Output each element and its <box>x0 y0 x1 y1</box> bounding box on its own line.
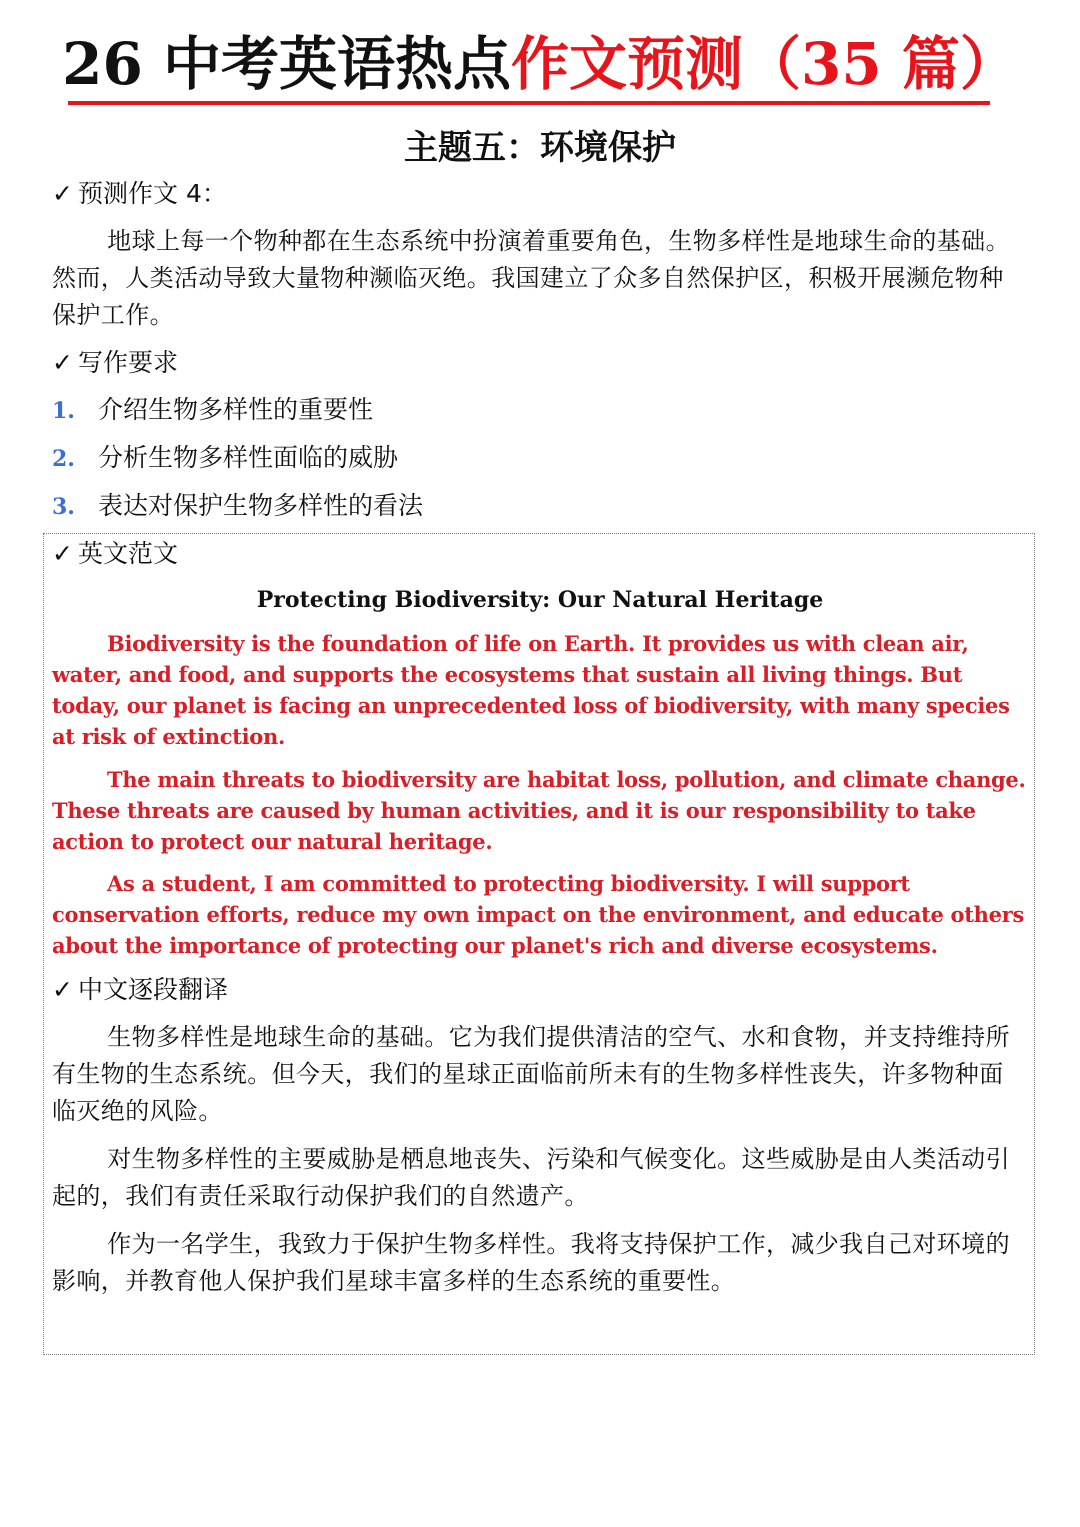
requirement-number: 1. <box>52 398 75 424</box>
translation-heading <box>52 972 228 1008</box>
requirements-heading-label: 写作要求 <box>78 348 179 377</box>
check-icon: ✓ <box>52 539 73 568</box>
requirement-number: 2. <box>52 446 75 472</box>
requirement-text: 介绍生物多样性的重要性 <box>98 395 374 424</box>
essay-heading <box>52 536 178 572</box>
translation-paragraph-1: 生物多样性是地球生命的基础。它为我们提供清洁的空气、水和食物，并支持维持所有生物的生态系统。但今天，我们的星球正面临前所未有的生物多样性丧失，许多物种面临灭绝的风险。 <box>52 1023 1010 1125</box>
check-icon: ✓ <box>52 179 73 208</box>
requirement-text: 分析生物多样性面临的威胁 <box>98 443 399 472</box>
requirement-item <box>52 440 423 488</box>
requirement-item <box>52 488 423 536</box>
topic-subtitle: 主题五：环境保护 <box>404 128 676 168</box>
essay-paragraph-3: As a student, I am committed to protecting biodiversity. I will support conservation efforts, reduce my own impact on the environment, and educate others about the importance of protecting our planet's rich and diverse ecosystems. <box>52 871 1024 958</box>
requirement-text: 表达对保护生物多样性的看法 <box>98 491 424 520</box>
title-black-part: 26 中考英语热点 <box>62 30 511 98</box>
prompt-text: 地球上每一个物种都在生态系统中扮演着重要角色，生物多样性是地球生命的基础。然而，人类活动导致大量物种濒临灭绝。我国建立了众多自然保护区，积极开展濒危物种保护工作。 <box>52 227 1010 329</box>
translation-paragraph-2: 对生物多样性的主要威胁是栖息地丧失、污染和气候变化。这些威胁是由人类活动引起的，我们有责任采取行动保护我们的自然遗产。 <box>52 1145 1010 1210</box>
check-icon: ✓ <box>52 975 73 1004</box>
title-red-part: 作文预测（35 篇） <box>511 30 1018 98</box>
essay-heading-label: 英文范文 <box>78 539 179 568</box>
essay-paragraph-2: The main threats to biodiversity are habitat loss, pollution, and climate change. These threats are caused by human activities, and it is our responsibility to take action to protect our natural heritage. <box>52 767 1026 854</box>
translation-paragraph-3: 作为一名学生，我致力于保护生物多样性。我将支持保护工作，减少我自己对环境的影响，并教育他人保护我们星球丰富多样的生态系统的重要性。 <box>52 1230 1010 1295</box>
title-underline <box>68 101 990 105</box>
translation-heading-label: 中文逐段翻译 <box>78 975 229 1004</box>
requirement-number: 3. <box>52 494 75 520</box>
essay-paragraph-1: Biodiversity is the foundation of life on Earth. It provides us with clean air, water, and food, and supports the ecosystems that sustain all living things. But today, our planet is facing an unprecedented loss of biodiversity, with many species at risk of extinction. <box>52 631 1010 749</box>
prompt-heading-label: 预测作文 4： <box>78 179 227 208</box>
requirements-heading <box>52 345 178 381</box>
requirement-item <box>52 392 423 440</box>
document-title <box>0 28 1080 100</box>
essay-title: Protecting Biodiversity: Our Natural Heritage <box>256 587 824 613</box>
prompt-heading <box>52 176 227 212</box>
check-icon: ✓ <box>52 348 73 377</box>
requirements-list <box>52 392 423 536</box>
